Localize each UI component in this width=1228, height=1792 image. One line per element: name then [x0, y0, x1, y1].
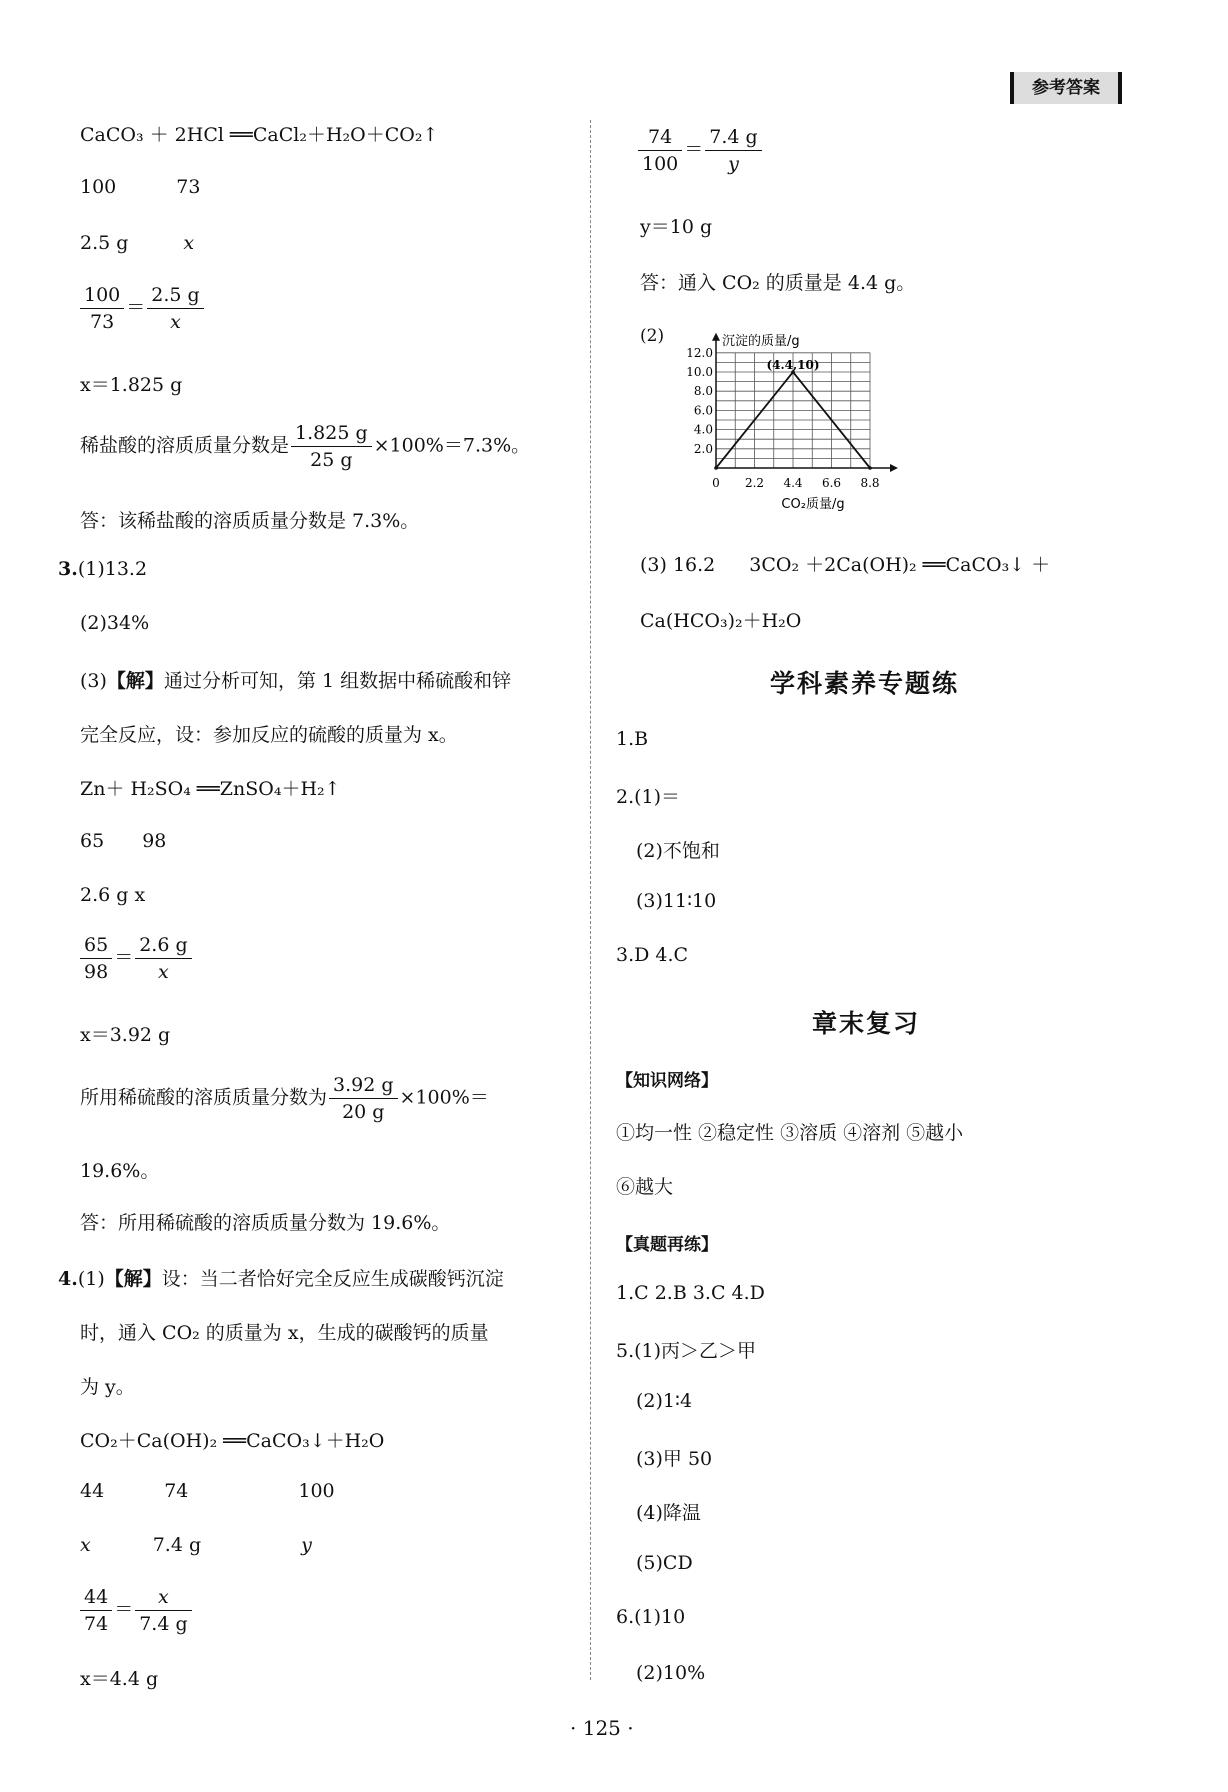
result-x-1: x＝1.825 g — [80, 374, 183, 396]
tag-knowledge-network: 【知识网络】 — [616, 1071, 718, 1091]
column-divider — [590, 120, 591, 1680]
exam-answers-1-4: 1.C 2.B 3.C 4.D — [616, 1282, 765, 1304]
literacy-answer-2-2: (2)不饱和 — [636, 840, 720, 862]
result-x-3: x＝4.4 g — [80, 1668, 159, 1690]
question-4-3: (3) 16.2 3CO₂ ＋2Ca(OH)₂ ══CaCO₃↓ ＋ — [640, 554, 1051, 576]
question-4-2-label: (2) — [640, 326, 665, 346]
x-tick-label: 6.6 — [821, 476, 842, 490]
equation-1: CaCO₃ ＋ 2HCl ══CaCl₂＋H₂O＋CO₂↑ — [80, 124, 439, 146]
literacy-answer-1: 1.B — [616, 728, 649, 750]
question-4-1: 4.(1)【解】设：当二者恰好完全反应生成碳酸钙沉淀 — [58, 1268, 504, 1290]
known-values-3: x 7.4 g y — [80, 1534, 312, 1556]
y-tick-label: 2.0 — [693, 441, 713, 456]
section-title-review: 章末复习 — [812, 1009, 921, 1038]
page-number: · 125 · — [570, 1716, 634, 1740]
mass-fraction-2: 所用稀硫酸的溶质质量分数为 $\frac{3.92 g}{20 g}$ ×100%＝ — [80, 1074, 489, 1123]
x-tick-label: 0 — [712, 476, 720, 490]
proportion-1: $\frac{100}{73}$ ＝ $\frac{2.5 g}{x}$ — [78, 282, 206, 335]
mass-fraction-1: 稀盐酸的溶质质量分数是 $\frac{1.825 g}{25 g}$ ×100%＝7.3%。 — [80, 422, 531, 471]
exam-answer-6-1: 6.(1)10 — [616, 1606, 686, 1628]
equation-2: Zn＋ H₂SO₄ ══ZnSO₄＋H₂↑ — [80, 778, 341, 800]
equation-3: CO₂＋Ca(OH)₂ ══CaCO₃↓＋H₂O — [80, 1430, 385, 1452]
x-tick-label: 8.8 — [860, 476, 880, 490]
y-axis-arrow-icon — [712, 333, 720, 341]
ratio-values: 100 73 — [80, 176, 201, 198]
question-4-3-cont: Ca(HCO₃)₂＋H₂O — [640, 610, 802, 632]
exam-answer-5-3: (3)甲 50 — [636, 1448, 713, 1470]
y-tick-label: 10.0 — [686, 365, 713, 379]
ratio-values-2: 65 98 — [80, 830, 167, 852]
known-values-2: 2.6 g x — [80, 884, 146, 906]
y-tick-label: 8.0 — [693, 384, 713, 399]
y-tick-label: 4.0 — [693, 422, 713, 437]
x-axis-label: CO₂质量/g — [781, 497, 845, 512]
exam-answer-6-2: (2)10% — [636, 1662, 706, 1684]
answer-3: 答：通入 CO₂ 的质量是 4.4 g。 — [640, 272, 916, 294]
data-point — [868, 466, 872, 470]
precipitate-chart — [668, 316, 908, 516]
exam-answer-5-5: (5)CD — [636, 1552, 693, 1574]
y-tick-label: 12.0 — [686, 345, 713, 360]
exam-answer-5-4: (4)降温 — [636, 1502, 701, 1524]
question-4-1-cont2: 为 y。 — [80, 1376, 135, 1398]
proportion-3: $\frac{44}{74}$ ＝ $\frac{x}{7.4 g}$ — [78, 1584, 194, 1637]
mass-fraction-2-cont: 19.6%。 — [80, 1160, 160, 1182]
answer-2: 答：所用稀硫酸的溶质质量分数为 19.6%。 — [80, 1212, 451, 1234]
x-tick-label: 2.2 — [744, 476, 765, 490]
exam-answer-5-1: 5.(1)丙＞乙＞甲 — [616, 1340, 757, 1362]
y-axis-label: 沉淀的质量/g — [722, 333, 800, 349]
data-point — [714, 466, 718, 470]
exam-answer-5-2: (2)1∶4 — [636, 1390, 693, 1412]
proportion-2: $\frac{65}{98}$ ＝ $\frac{2.6 g}{x}$ — [78, 932, 194, 985]
knowledge-line-2: ⑥越大 — [616, 1176, 674, 1198]
x-tick-label: 4.4 — [783, 476, 803, 490]
y-tick-label: 6.0 — [693, 403, 713, 418]
tag-real-exam: 【真题再练】 — [616, 1235, 718, 1255]
literacy-answer-3-4: 3.D 4.C — [616, 944, 689, 966]
ratio-values-3: 44 74 100 — [80, 1480, 335, 1502]
result-y: y＝10 g — [640, 216, 713, 238]
literacy-answer-2-1: 2.(1)＝ — [616, 786, 681, 808]
question-3-3: (3)【解】通过分析可知，第 1 组数据中稀硫酸和锌 — [80, 670, 512, 692]
x-axis-arrow-icon — [890, 464, 898, 472]
result-x-2: x＝3.92 g — [80, 1024, 171, 1046]
proportion-4: $\frac{74}{100}$ ＝ $\frac{7.4 g}{y}$ — [636, 124, 764, 177]
question-3-1: 3.(1)13.2 — [58, 558, 148, 580]
section-title-literacy: 学科素养专题练 — [770, 669, 960, 698]
reference-answer-header: 参考答案 — [1010, 72, 1122, 104]
question-3-3-cont: 完全反应，设：参加反应的硫酸的质量为 x。 — [80, 724, 458, 746]
literacy-answer-2-3: (3)11∶10 — [636, 890, 717, 912]
question-3-2: (2)34% — [80, 612, 150, 634]
known-values: 2.5 g x — [80, 232, 195, 254]
question-4-1-cont: 时，通入 CO₂ 的质量为 x，生成的碳酸钙的质量 — [80, 1322, 489, 1344]
peak-annotation: (4.4,10) — [766, 358, 820, 372]
answer-1: 答：该稀盐酸的溶质质量分数是 7.3%。 — [80, 510, 420, 532]
knowledge-line-1: ①均一性 ②稳定性 ③溶质 ④溶剂 ⑤越小 — [616, 1122, 964, 1144]
